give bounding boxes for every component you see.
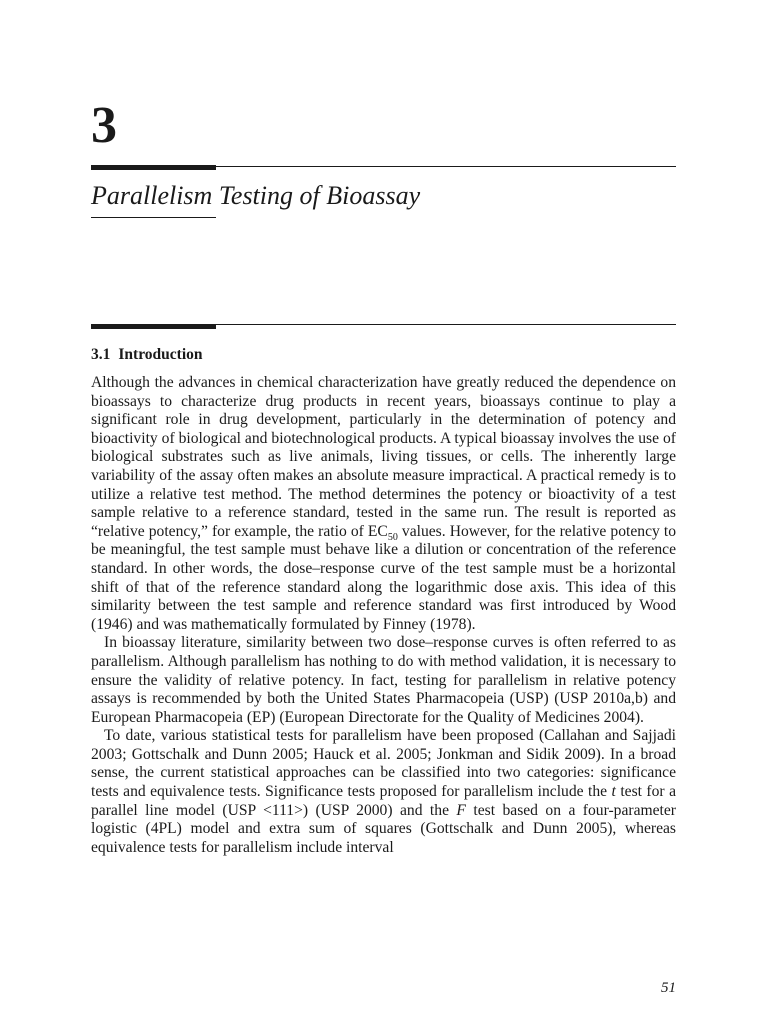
chapter-rule-accent: [91, 165, 216, 170]
f-test-symbol: F: [456, 801, 466, 819]
paragraph-2: In bioassay literature, similarity between two dose–response curves is often referred to as parallelism. Although parallelism has nothing to do with method validation, it is necessary to ensure the validity of relative potency. In fact, testing for parallelism in relative potency assays is recommended by both the United States Pharmacopeia (USP) (USP 2010a,b) and European Pharmacopeia (EP) (European Directorate for the Quality of Medicines 2004).: [91, 634, 676, 726]
section-title: Introduction: [118, 346, 203, 363]
paragraph-3-text-c: test based on a four-parameter logistic (4PL) model and extra sum of squares (Gottschalk and Dunn 2005), whereas equivalence tests for parallelism include interval: [91, 801, 676, 856]
chapter-number: 3: [91, 97, 117, 154]
paragraph-1-text-a: Although the advances in chemical characterization have greatly reduced the dependence on bioassays to characterize drug products in recent years, bioassays continue to play a significant role in drug development, particularly in the determination of potency and bioactivity of biological and biotechnological products. A typical bioassay involves the use of biological substrates such as live animals, living tissues, or cells. The inherently large variability of the assay often makes an absolute measure impractical. A practical remedy is to utilize a relative test method. The method determines the potency or bioactivity of a test sample relative to a reference standard, tested in the same run. The result is reported as “relative potency,” for example, the ratio of EC: [91, 374, 676, 540]
section-heading: [91, 346, 203, 364]
section-number: 3.1: [91, 346, 111, 363]
paragraph-3: [91, 727, 676, 857]
ec50-subscript: 50: [387, 531, 398, 543]
body-text: [91, 374, 676, 857]
t-test-symbol: t: [611, 783, 616, 801]
chapter-title: Parallelism Testing of Bioassay: [91, 181, 421, 210]
section-rule-accent: [91, 324, 216, 329]
page-number: 51: [661, 980, 676, 996]
paragraph-1-text-b: values. However, for the relative potency to be meaningful, the test sample must behave like a dilution or concentration of the reference standard. In other words, the dose–response curve of the test sample must be a horizontal shift of that of the reference standard along the logarithmic dose axis. This idea of this similarity between the test sample and reference standard was first introduced by Wood (1946) and was mathematically formulated by Finney (1978).: [91, 522, 676, 633]
paragraph-3-text-a: To date, various statistical tests for parallelism have been proposed (Callahan and Sajjadi 2003; Gottschalk and Dunn 2005; Hauck et al. 2005; Jonkman and Sidik 2009). In a broad sense, the current statistical approaches can be classified into two categories: significance tests and equivalence tests. Significance tests proposed for parallelism include the: [91, 727, 676, 801]
paragraph-3-text-b: test for a parallel line model (USP <111>) (USP 2000) and the: [91, 783, 676, 819]
title-underline: [91, 217, 216, 218]
paragraph-1: [91, 374, 676, 634]
